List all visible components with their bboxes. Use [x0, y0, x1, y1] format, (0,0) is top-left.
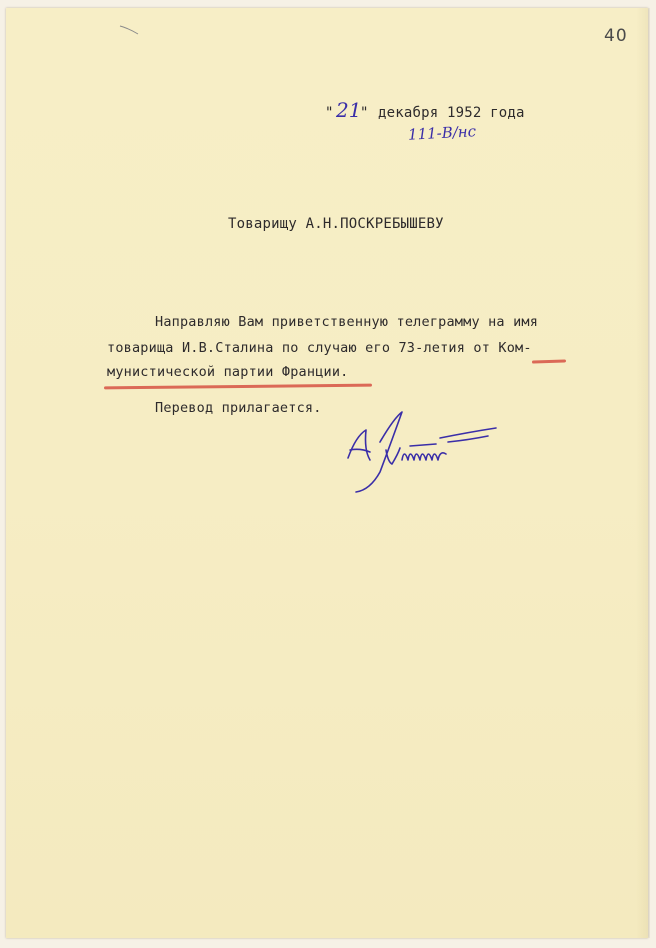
enclosure-note: Перевод прилагается. [155, 400, 322, 416]
body-line-1: Направляю Вам приветственную телеграмму на имя [155, 314, 539, 330]
body-line-3: мунистической партии Франции. [107, 364, 349, 380]
addressee: Товарищу А.Н.ПОСКРЕБЫШЕВУ [228, 216, 444, 232]
document-page [6, 8, 648, 938]
date-open-quote: " [325, 105, 334, 121]
handwritten-signature [340, 410, 510, 500]
date-text: декабря 1952 года [378, 105, 525, 121]
page-number: 40 [604, 26, 628, 46]
registration-number: 111-В/нс [407, 122, 477, 144]
date-day-handwritten: 21 [336, 98, 362, 122]
date-close-quote: " [360, 105, 369, 121]
corner-pencil-mark [118, 22, 142, 38]
body-line-2: товарища И.В.Сталина по случаю его 73-летия от Ком- [107, 340, 532, 356]
page-edge-shadow [636, 8, 650, 938]
